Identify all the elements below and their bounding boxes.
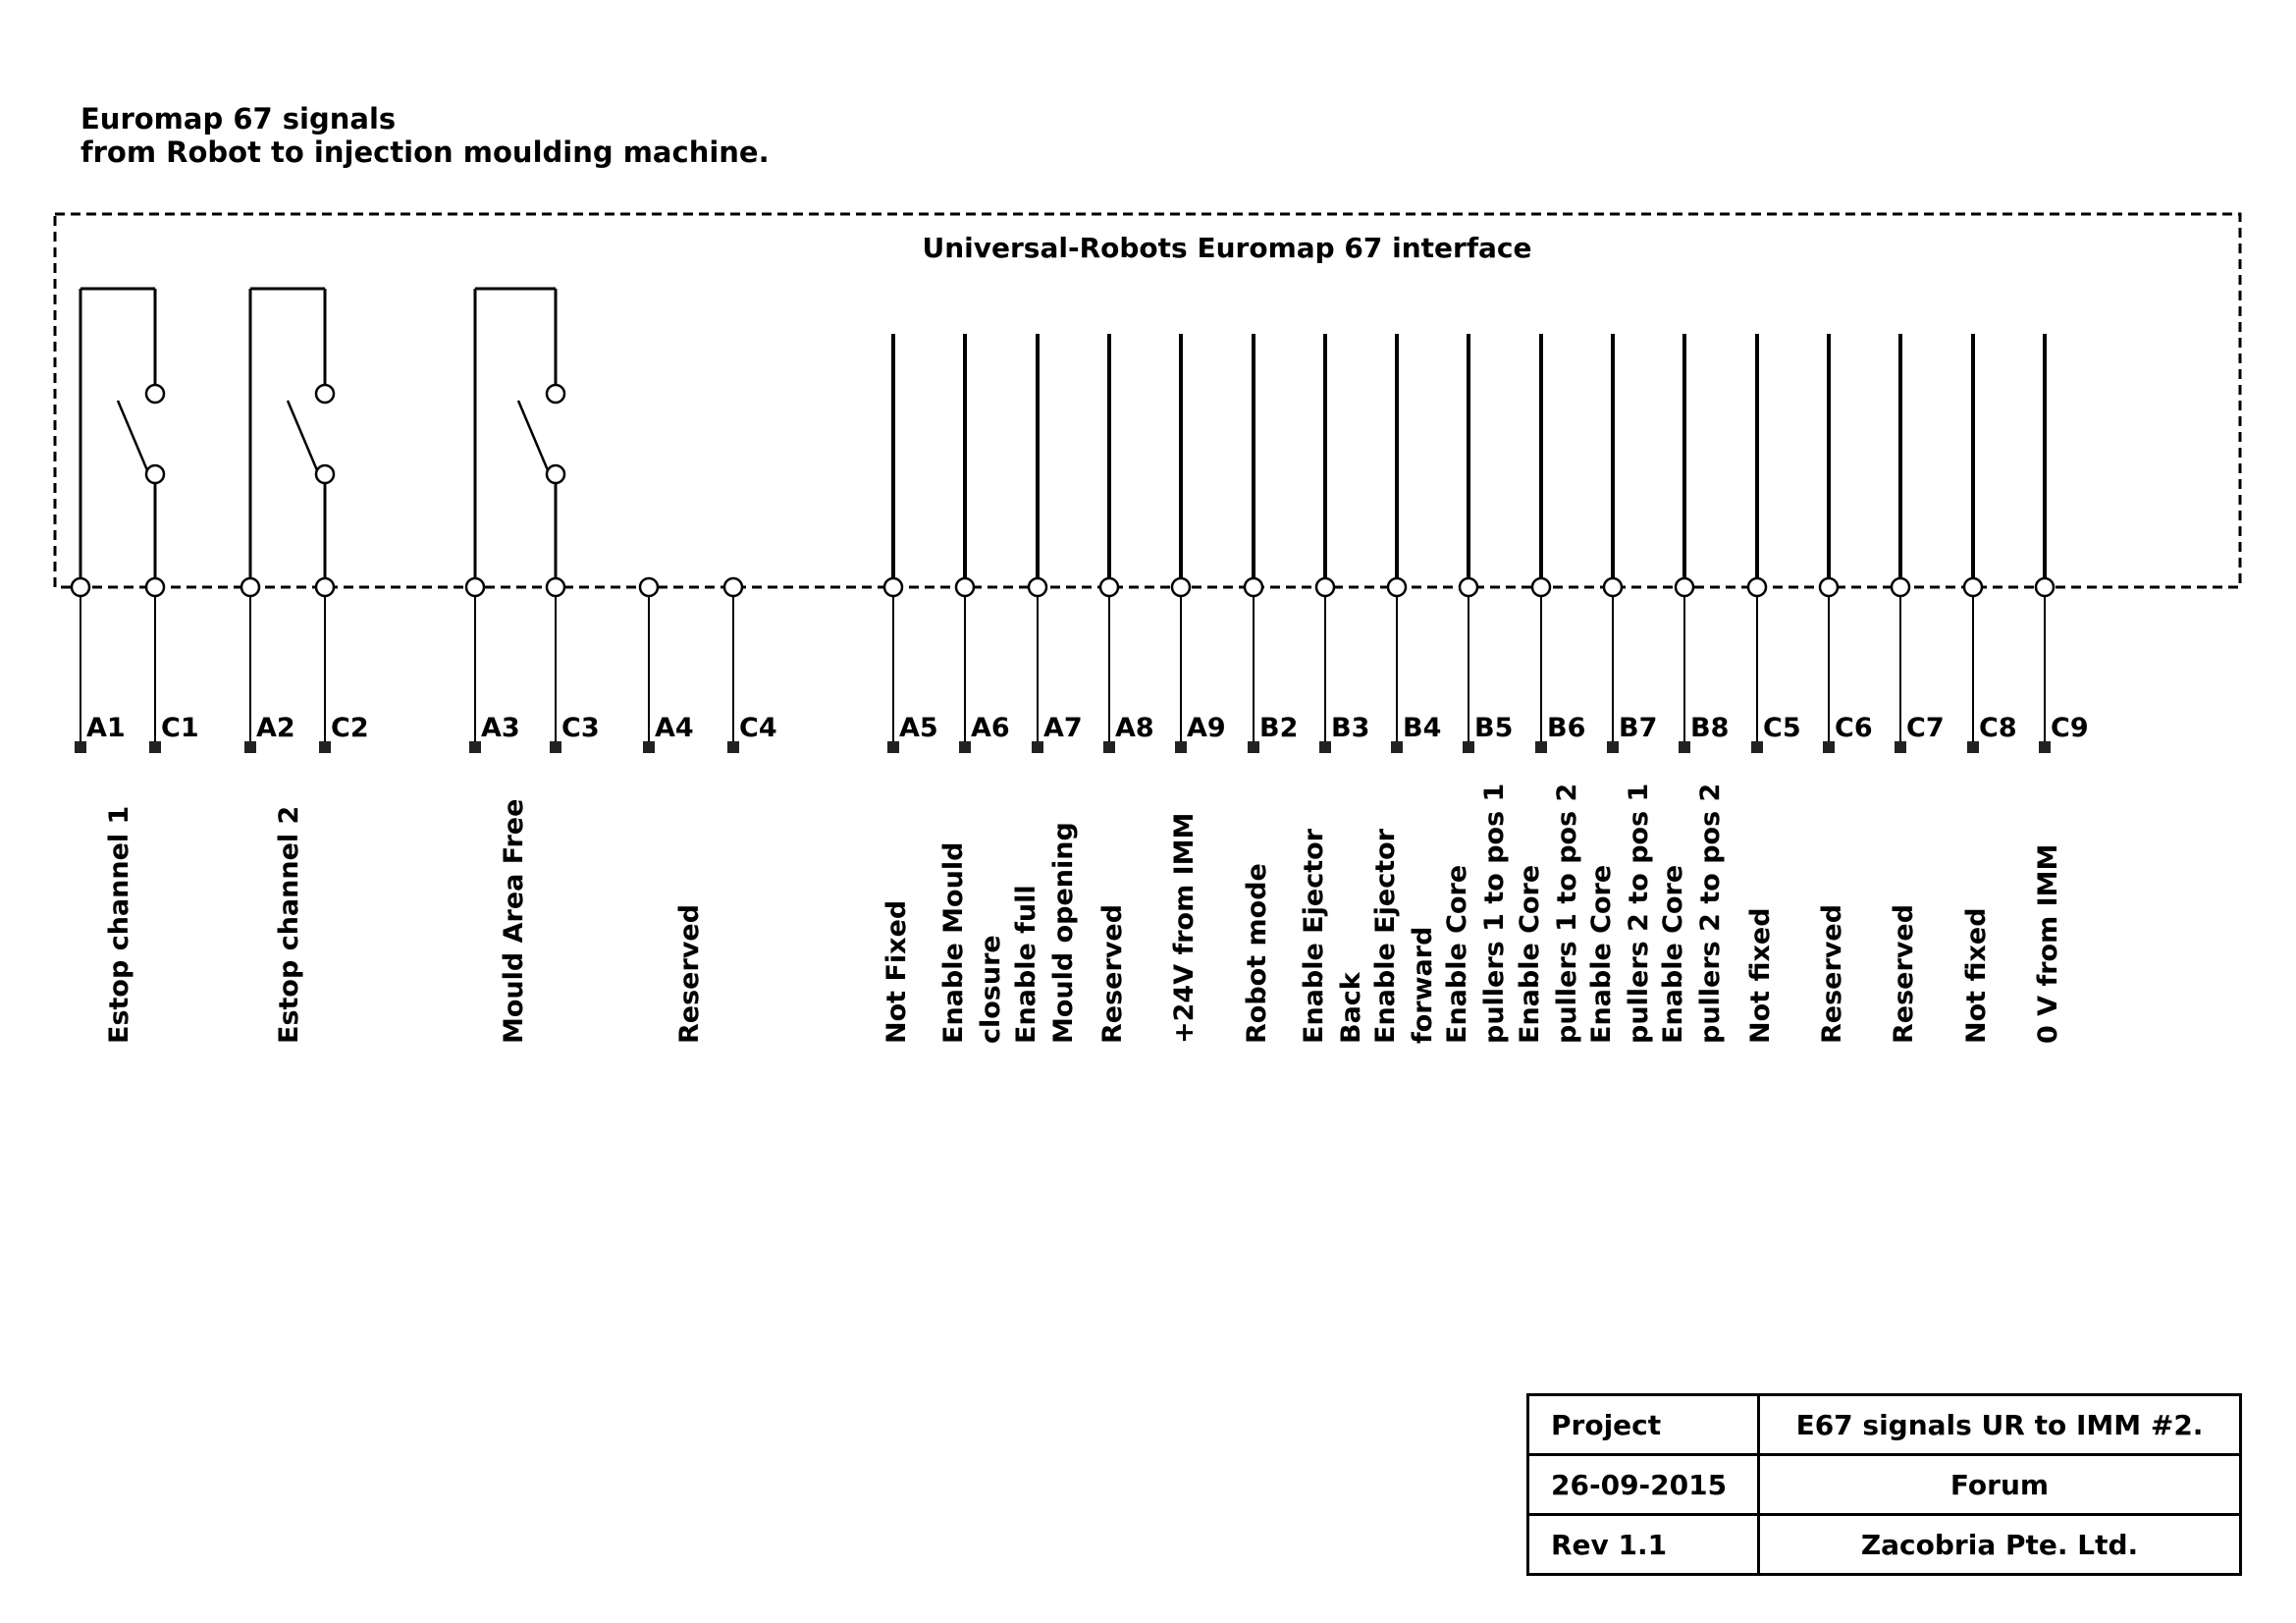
terminal-b6: [1535, 741, 1547, 753]
signal-label-b8: [1658, 784, 1726, 1044]
signal-label-line: Not fixed: [1745, 907, 1776, 1044]
circuit-layer: [72, 289, 2089, 1044]
switch-blade-2: [288, 401, 317, 470]
bus-node-c1: [146, 578, 164, 596]
signal-label-a8: [1097, 904, 1128, 1044]
revision-value: Rev 1.1: [1528, 1515, 1759, 1575]
terminal-b8: [1679, 741, 1690, 753]
switch-blade-3: [518, 401, 548, 470]
terminal-c2: [319, 741, 331, 753]
terminal-b2: [1248, 741, 1259, 753]
bus-node-c2: [316, 578, 334, 596]
signal-label-line: Enable Ejector: [1370, 829, 1401, 1044]
signal-label-a9: [1169, 813, 1200, 1044]
pin-label-b5: B5: [1474, 713, 1514, 743]
pin-label-c5: C5: [1763, 713, 1801, 743]
terminal-b5: [1463, 741, 1474, 753]
bus-node-a7: [1029, 578, 1046, 596]
signal-label-line: Enable full: [1011, 885, 1041, 1044]
signal-label-line: Robot mode: [1242, 863, 1272, 1044]
info-row-revision: [1528, 1515, 2241, 1575]
pin-label-c4: C4: [739, 713, 777, 743]
signal-label-c6: [1817, 904, 1847, 1044]
signal-label-line: Enable Core: [1658, 864, 1688, 1044]
signal-label-line: Reserved: [1097, 903, 1128, 1044]
signal-label-line: Enable Core: [1515, 864, 1545, 1044]
signal-label-line: Reserved: [1889, 903, 1919, 1044]
signal-label-reserved-pair: [674, 904, 705, 1044]
signal-label-b3: [1299, 828, 1366, 1044]
terminal-a8: [1103, 741, 1115, 753]
signal-label-a6: [938, 842, 1006, 1044]
switch-contact-lower-3: [547, 465, 564, 483]
pin-label-a4: A4: [655, 713, 694, 743]
title-line-2: from Robot to injection moulding machine.: [80, 135, 770, 169]
forum-value: Forum: [1759, 1455, 2241, 1515]
interface-boundary: [55, 214, 2240, 587]
pin-label-a1: A1: [86, 713, 126, 743]
switch-contact-lower-2: [316, 465, 334, 483]
signal-label-c5: [1745, 907, 1776, 1044]
signal-label-c9: [2033, 844, 2063, 1044]
signal-label-line: Reserved: [674, 903, 705, 1044]
switch-contact-upper-2: [316, 385, 334, 403]
bus-node-a9: [1172, 578, 1190, 596]
pin-label-c1: C1: [161, 713, 199, 743]
pin-label-a6: A6: [971, 713, 1010, 743]
terminal-a7: [1032, 741, 1043, 753]
bus-node-c6: [1820, 578, 1838, 596]
bus-node-c7: [1892, 578, 1909, 596]
pin-label-a9: A9: [1187, 713, 1226, 743]
signal-label-switch-1: [104, 806, 134, 1044]
signal-label-line: Mould Area Free: [499, 798, 529, 1044]
pin-label-b7: B7: [1619, 713, 1658, 743]
interface-title: Universal-Robots Euromap 67 interface: [922, 232, 1532, 264]
signal-label-line: pullers 2 to pos 1: [1624, 783, 1654, 1044]
pin-label-c7: C7: [1906, 713, 1945, 743]
terminal-c3: [550, 741, 561, 753]
info-row-project: [1528, 1395, 2241, 1455]
bus-node-c4: [724, 578, 742, 596]
terminal-c5: [1751, 741, 1763, 753]
switch-contact-upper-1: [146, 385, 164, 403]
signal-label-line: Not Fixed: [881, 899, 912, 1044]
pin-label-c9: C9: [2051, 713, 2089, 743]
bus-node-b8: [1676, 578, 1693, 596]
title-block-table: [1526, 1393, 2242, 1576]
company-value: Zacobria Pte. Ltd.: [1759, 1515, 2241, 1575]
signal-label-line: Reserved: [1817, 903, 1847, 1044]
terminal-b3: [1319, 741, 1331, 753]
terminal-c6: [1823, 741, 1835, 753]
terminal-b4: [1391, 741, 1403, 753]
project-value: E67 signals UR to IMM #2.: [1759, 1395, 2241, 1455]
bus-node-a4: [640, 578, 658, 596]
signal-label-b4: [1370, 828, 1438, 1044]
terminal-c4: [727, 741, 739, 753]
signal-label-c7: [1889, 904, 1919, 1044]
bus-node-b7: [1604, 578, 1622, 596]
pin-label-a2: A2: [256, 713, 295, 743]
info-row-date: [1528, 1455, 2241, 1515]
pin-label-c3: C3: [561, 713, 600, 743]
signal-label-line: Estop channel 1: [104, 805, 134, 1044]
pin-label-b4: B4: [1403, 713, 1442, 743]
bus-node-b3: [1316, 578, 1334, 596]
signal-label-line: pullers 1 to pos 1: [1479, 783, 1510, 1044]
bus-node-a5: [884, 578, 902, 596]
signal-label-a5: [881, 900, 912, 1044]
bus-node-c5: [1748, 578, 1766, 596]
signal-label-line: Back: [1336, 972, 1366, 1044]
signal-label-b7: [1586, 784, 1654, 1044]
signal-label-switch-2: [274, 806, 304, 1044]
bus-node-c8: [1964, 578, 1982, 596]
terminal-a4: [643, 741, 655, 753]
pin-label-a8: A8: [1115, 713, 1154, 743]
signal-label-line: pullers 2 to pos 2: [1695, 783, 1726, 1044]
pin-label-c6: C6: [1835, 713, 1873, 743]
switch-blade-1: [118, 401, 147, 470]
project-label: Project: [1528, 1395, 1759, 1455]
terminal-c8: [1967, 741, 1979, 753]
signal-label-line: Enable Ejector: [1299, 829, 1329, 1044]
bus-node-a3: [466, 578, 484, 596]
signal-label-line: Enable Mould: [938, 841, 969, 1044]
terminal-c7: [1895, 741, 1906, 753]
pin-label-a7: A7: [1043, 713, 1083, 743]
bus-node-c9: [2036, 578, 2054, 596]
signal-label-line: Enable Core: [1442, 864, 1472, 1044]
signal-label-line: 0 V from IMM: [2033, 843, 2063, 1044]
pin-label-b8: B8: [1690, 713, 1730, 743]
terminal-a3: [469, 741, 481, 753]
bus-node-c3: [547, 578, 564, 596]
terminal-a1: [75, 741, 86, 753]
bus-node-b4: [1388, 578, 1406, 596]
bus-node-a1: [72, 578, 89, 596]
pin-label-b6: B6: [1547, 713, 1586, 743]
pin-label-a3: A3: [481, 713, 520, 743]
signal-label-line: Not fixed: [1961, 907, 1992, 1044]
terminal-a6: [959, 741, 971, 753]
signal-label-line: Estop channel 2: [274, 805, 304, 1044]
terminal-c9: [2039, 741, 2051, 753]
pin-label-c8: C8: [1979, 713, 2017, 743]
signal-label-line: forward: [1408, 926, 1438, 1044]
terminal-a9: [1175, 741, 1187, 753]
bus-node-b5: [1460, 578, 1477, 596]
terminal-b7: [1607, 741, 1619, 753]
signal-label-line: Enable Core: [1586, 864, 1617, 1044]
bus-node-a8: [1100, 578, 1118, 596]
signal-label-line: +24V from IMM: [1169, 812, 1200, 1044]
pin-label-c2: C2: [331, 713, 369, 743]
terminal-c1: [149, 741, 161, 753]
signal-label-b5: [1442, 784, 1510, 1044]
pin-label-b3: B3: [1331, 713, 1370, 743]
signal-label-b6: [1515, 784, 1582, 1044]
bus-node-b2: [1245, 578, 1262, 596]
signal-label-switch-3: [499, 799, 529, 1044]
pin-label-b2: B2: [1259, 713, 1299, 743]
switch-contact-lower-1: [146, 465, 164, 483]
signal-label-c8: [1961, 907, 1992, 1044]
signal-label-line: Mould opening: [1048, 822, 1079, 1044]
bus-node-a6: [956, 578, 974, 596]
terminal-a2: [244, 741, 256, 753]
terminal-a5: [887, 741, 899, 753]
pin-label-a5: A5: [899, 713, 938, 743]
bus-node-b6: [1532, 578, 1550, 596]
switch-contact-upper-3: [547, 385, 564, 403]
title-line-1: Euromap 67 signals: [80, 102, 397, 135]
signal-label-line: pullers 1 to pos 2: [1552, 783, 1582, 1044]
bus-node-a2: [241, 578, 259, 596]
date-value: 26-09-2015: [1528, 1455, 1759, 1515]
signal-label-b2: [1242, 863, 1272, 1044]
signal-label-a7: [1011, 822, 1079, 1044]
signal-label-line: closure: [976, 935, 1006, 1044]
